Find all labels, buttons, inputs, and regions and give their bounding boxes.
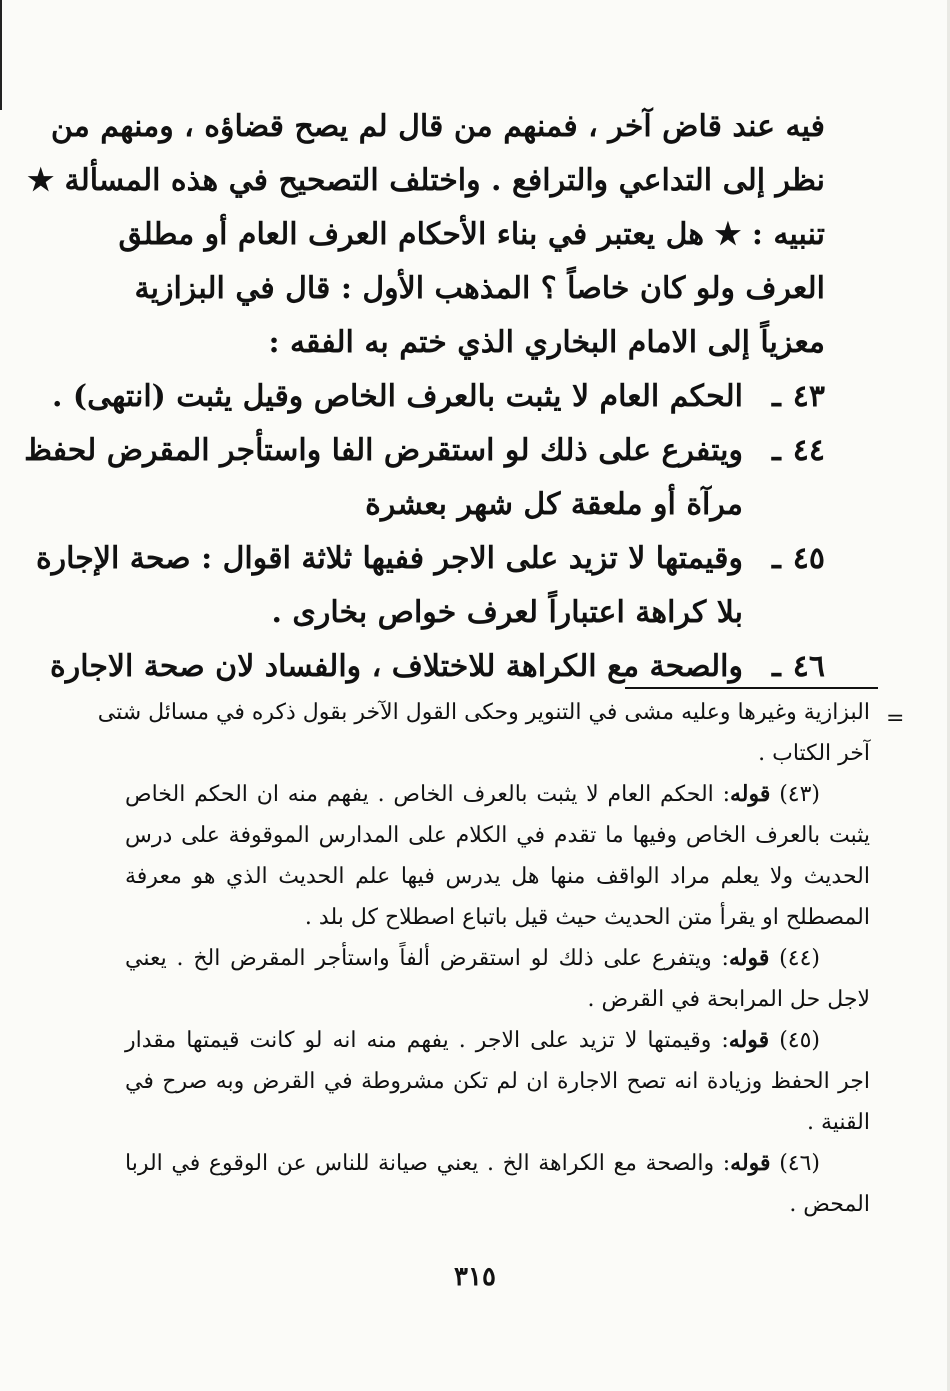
item-line: وقيمتها لا تزيد على الاجر ففيها ثلاثة اقوال : صحة الإجارة xyxy=(35,541,743,576)
footnote-first-line: (٤٤) قوله: ويتفرع على ذلك لو استقرض ألفاً واستأجر المقرض الخ . يعني xyxy=(125,945,820,971)
numbered-item xyxy=(24,424,825,532)
numbered-item xyxy=(52,370,825,424)
footnote-line: البزازية وغيرها وعليه مشى في التنوير وحكى القول الآخر بقول ذكره في مسائل شتى xyxy=(97,700,870,725)
footnote-line: المحض . xyxy=(789,1192,870,1217)
main-line: تنبيه : ★ هل يعتبر في بناء الأحكام العرف العام أو مطلق xyxy=(118,217,825,252)
note-ref: (٤٣) xyxy=(779,782,821,807)
item-line: الحكم العام لا يثبت بالعرف الخاص وقيل يثبت (انتهى) . xyxy=(52,379,743,414)
numbered-item xyxy=(50,640,825,694)
item-line: مرآة أو ملعقة كل شهر بعشرة xyxy=(365,487,743,522)
main-line: العرف ولو كان خاصاً ؟ المذهب الأول : قال في البزازية xyxy=(134,271,825,306)
note-keyword: قوله xyxy=(730,1150,771,1176)
note-keyword: قوله xyxy=(728,1027,770,1053)
note-ref: (٤٤) xyxy=(779,946,820,971)
note-text: والصحة مع الكراهة الخ . يعني صيانة للناس عن الوقوع في الربا xyxy=(125,1151,715,1176)
item-dash: ـ xyxy=(771,379,781,414)
item-line: ويتفرع على ذلك لو استقرض الفا واستأجر المقرض لحفظ xyxy=(24,433,743,468)
numbered-item xyxy=(35,532,825,640)
item-number: ٤٦ xyxy=(792,649,825,684)
item-line: بلا كراهة اعتباراً لعرف خواص بخارى . xyxy=(271,595,743,630)
note-keyword: قوله xyxy=(730,781,771,807)
footnote-line: اجر الحفظ وزيادة انه تصح الاجارة ان لم تكن مشروطة في القرض وبه صرح في xyxy=(125,1069,870,1094)
note-text: الحكم العام لا يثبت بالعرف الخاص . يفهم منه ان الحكم الخاص xyxy=(125,782,714,807)
page-number: ٣١٥ xyxy=(454,1262,496,1292)
footnote-first-line: (٤٦) قوله: والصحة مع الكراهة الخ . يعني صيانة للناس عن الوقوع في الربا xyxy=(125,1150,821,1176)
footnote-line: يثبت بالعرف الخاص وفيها ما تقدم في الكلام على المدارس الموقوفة على درس xyxy=(125,823,870,848)
footnote-line: القنية . xyxy=(806,1110,870,1135)
note-text: ويتفرع على ذلك لو استقرض ألفاً واستأجر المقرض الخ . يعني xyxy=(125,946,712,971)
main-line: نظر إلى التداعي والترافع . واختلف التصحيح في هذه المسألة ★ xyxy=(27,163,825,198)
main-line: معزياً إلى الامام البخاري الذي ختم به الفقه : xyxy=(268,325,825,360)
footnote-divider xyxy=(625,687,878,689)
footnote-first-line: (٤٣) قوله: الحكم العام لا يثبت بالعرف الخاص . يفهم منه ان الحكم الخاص xyxy=(125,781,821,807)
item-dash: ـ xyxy=(771,541,781,576)
continuation-mark: = xyxy=(886,706,905,731)
item-dash: ـ xyxy=(771,649,781,684)
note-keyword: قوله xyxy=(728,945,770,971)
main-line: فيه عند قاض آخر ، فمنهم من قال لم يصح قضاؤه ، ومنهم من xyxy=(50,109,825,144)
footnote-line: المصطلح او يقرأ متن الحديث حيث قيل باتباع اصطلاح كل بلد . xyxy=(304,905,870,930)
footnote-first-line: (٤٥) قوله: وقيمتها لا تزيد على الاجر . يفهم منه انه لو كانت قيمتها مقدار xyxy=(125,1027,821,1053)
item-number: ٤٥ xyxy=(792,541,825,576)
note-ref: (٤٥) xyxy=(779,1028,821,1053)
footnote-line: الحديث ولا يعلم مراد الواقف منها هل يدرس فيها علم الحديث الذي هو معرفة xyxy=(125,864,870,889)
note-text: وقيمتها لا تزيد على الاجر . يفهم منه انه لو كانت قيمتها مقدار xyxy=(125,1028,712,1053)
item-number: ٤٣ xyxy=(792,379,825,414)
footnote-line: لاجل حل المرابحة في القرض . xyxy=(587,987,870,1012)
item-number: ٤٤ xyxy=(792,433,825,468)
item-dash: ـ xyxy=(771,433,781,468)
note-ref: (٤٦) xyxy=(779,1151,821,1176)
footnote-line: آخر الكتاب . xyxy=(758,741,870,766)
main-text xyxy=(24,100,825,694)
footnotes xyxy=(97,692,870,1225)
margin-rule xyxy=(0,0,2,110)
item-line: والصحة مع الكراهة للاختلاف ، والفساد لان صحة الاجارة xyxy=(50,649,743,684)
